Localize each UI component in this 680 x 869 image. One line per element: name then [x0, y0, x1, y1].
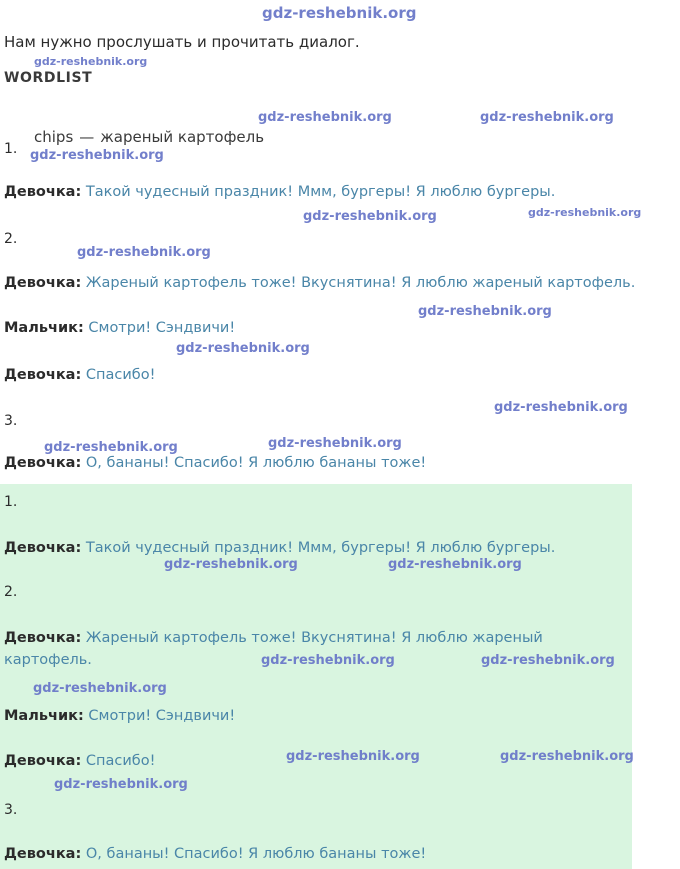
- watermark-text: gdz-reshebnik.org: [176, 341, 310, 356]
- speaker-label: Мальчик:: [4, 320, 84, 336]
- wordlist-word: chips: [34, 128, 74, 146]
- watermark-text: gdz-reshebnik.org: [33, 681, 167, 696]
- answer-item-number-2: 2.: [4, 584, 18, 600]
- watermark-text: gdz-reshebnik.org: [258, 110, 392, 125]
- watermark-text: gdz-reshebnik.org: [500, 749, 634, 764]
- wordlist-translation: жареный картофель: [100, 128, 265, 146]
- task-line: [4, 455, 426, 471]
- speech-text: Спасибо!: [85, 753, 156, 769]
- watermark-text: gdz-reshebnik.org: [44, 440, 178, 455]
- speech-text: Жареный картофель тоже! Вкуснятина! Я люблю жареный картофель.: [85, 275, 636, 291]
- answer-line: [4, 627, 604, 672]
- task-line: [4, 367, 155, 383]
- answer-item-number-3: 3.: [4, 802, 18, 818]
- watermark-text: gdz-reshebnik.org: [303, 209, 437, 224]
- watermark-text: gdz-reshebnik.org: [418, 304, 552, 319]
- watermark-text: gdz-reshebnik.org: [30, 148, 164, 163]
- speech-text: Такой чудесный праздник! Ммм, бургеры! Я люблю бургеры.: [85, 184, 556, 200]
- answer-line: [4, 846, 426, 862]
- watermark-text: gdz-reshebnik.org: [34, 55, 148, 68]
- answer-item-number-1: 1.: [4, 494, 18, 510]
- watermark-text: gdz-reshebnik.org: [528, 206, 642, 219]
- speaker-label: Девочка:: [4, 846, 82, 862]
- speech-text: Смотри! Сэндвичи!: [88, 708, 236, 724]
- wordlist-dash: —: [79, 128, 95, 146]
- watermark-text: gdz-reshebnik.org: [388, 557, 522, 572]
- task-line: [4, 320, 235, 336]
- task-line: [4, 184, 555, 200]
- answer-line: [4, 753, 155, 769]
- speech-text: Смотри! Сэндвичи!: [88, 320, 236, 336]
- watermark-text: gdz-reshebnik.org: [261, 653, 395, 668]
- watermark-text: gdz-reshebnik.org: [481, 653, 615, 668]
- speech-text: О, бананы! Спасибо! Я люблю бананы тоже!: [85, 455, 427, 471]
- answer-line: [4, 540, 555, 556]
- speaker-label: Девочка:: [4, 753, 82, 769]
- wordlist-entry: [34, 128, 264, 146]
- watermark-text: gdz-reshebnik.org: [286, 749, 420, 764]
- wordlist-heading: WORDLIST: [4, 70, 93, 86]
- watermark-text: gdz-reshebnik.org: [262, 4, 417, 22]
- watermark-text: gdz-reshebnik.org: [77, 245, 211, 260]
- task-item-number-1: 1.: [4, 141, 18, 157]
- speaker-label: Мальчик:: [4, 708, 84, 724]
- watermark-text: gdz-reshebnik.org: [494, 400, 628, 415]
- watermark-text: gdz-reshebnik.org: [164, 557, 298, 572]
- speech-text: Спасибо!: [85, 367, 156, 383]
- speech-text: Жареный картофель тоже! Вкуснятина! Я люблю жареный картофель.: [4, 630, 543, 669]
- watermark-text: gdz-reshebnik.org: [480, 110, 614, 125]
- speaker-label: Девочка:: [4, 455, 82, 471]
- answer-block: [0, 484, 632, 869]
- watermark-text: gdz-reshebnik.org: [268, 436, 402, 451]
- speaker-label: Девочка:: [4, 367, 82, 383]
- speech-text: О, бананы! Спасибо! Я люблю бананы тоже!: [85, 846, 427, 862]
- task-item-number-2: 2.: [4, 231, 18, 247]
- task-line: [4, 275, 635, 291]
- task-item-number-3: 3.: [4, 413, 18, 429]
- speaker-label: Девочка:: [4, 630, 82, 646]
- speaker-label: Девочка:: [4, 275, 82, 291]
- speaker-label: Девочка:: [4, 184, 82, 200]
- task-intro: Нам нужно прослушать и прочитать диалог.: [4, 33, 360, 51]
- watermark-text: gdz-reshebnik.org: [54, 777, 188, 792]
- speech-text: Такой чудесный праздник! Ммм, бургеры! Я люблю бургеры.: [85, 540, 556, 556]
- answer-line: [4, 708, 235, 724]
- speaker-label: Девочка:: [4, 540, 82, 556]
